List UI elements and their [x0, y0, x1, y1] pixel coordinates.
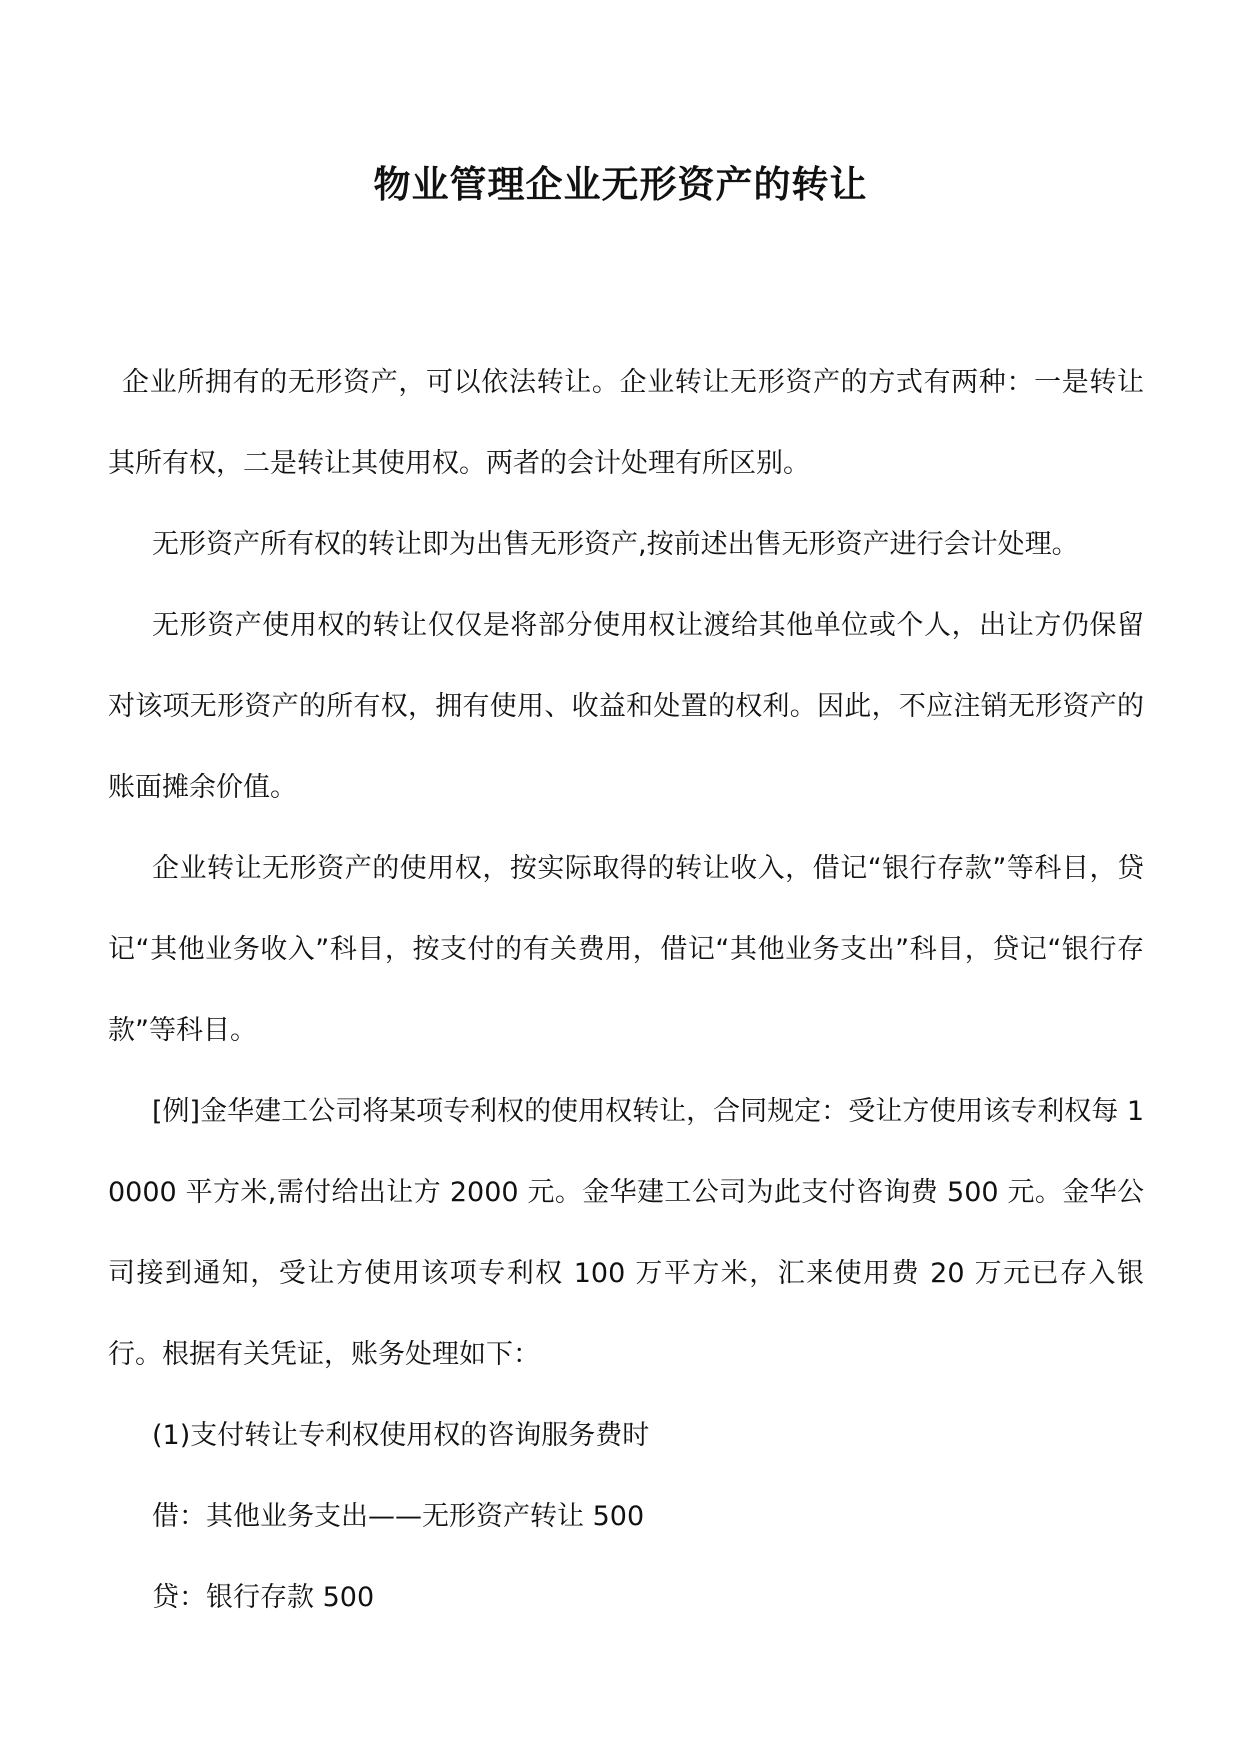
paragraph: 企业转让无形资产的使用权，按实际取得的转让收入，借记“银行存款”等科目，贷记“其他业务收入”科目，按支付的有关费用，借记“其他业务支出”科目，贷记“银行存款”等科目。: [108, 853, 1144, 1046]
paragraph: 企业所拥有的无形资产，可以依法转让。企业转让无形资产的方式有两种：一是转让其所有权，二是转让其使用权。两者的会计处理有所区别。: [108, 367, 1144, 479]
paragraph: 无形资产所有权的转让即为出售无形资产,按前述出售无形资产进行会计处理。: [152, 529, 1079, 560]
paragraph: 无形资产使用权的转让仅仅是将部分使用权让渡给其他单位或个人，出让方仍保留对该项无形资产的所有权，拥有使用、收益和处置的权利。因此，不应注销无形资产的账面摊余价值。: [108, 610, 1144, 803]
debit-entry: 借：其他业务支出——无形资产转让 500: [152, 1501, 645, 1532]
document-title: 物业管理企业无形资产的转让: [373, 162, 868, 206]
document-body: [108, 342, 1144, 1638]
step-heading: (1)支付转让专利权使用权的咨询服务费时: [152, 1420, 650, 1451]
credit-entry: 贷：银行存款 500: [152, 1582, 375, 1613]
example-paragraph: [例]金华建工公司将某项专利权的使用权转让，合同规定：受让方使用该专利权每 10000 平方米,需付给出让方 2000 元。金华建工公司为此支付咨询费 500 元。金华公司接到通知，受让方使用该项专利权 100 万平方米，汇来使用费 20 万元已存入银行。根据有关凭证，账务处理如下：: [108, 1096, 1144, 1370]
